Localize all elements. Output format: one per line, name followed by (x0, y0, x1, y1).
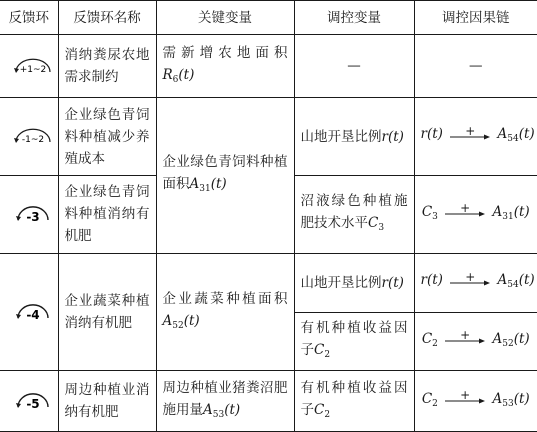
key-variable: 需新增农地面积$R_6(t)$ (156, 35, 294, 98)
causal-arrow: + (445, 390, 485, 408)
loop-label: -3 (26, 209, 40, 224)
loop-name: 周边种植业消纳有机肥 (58, 371, 156, 432)
table-row (0, 98, 537, 176)
causal-chain: — (414, 35, 537, 98)
header-causal-chain: 调控因果链 (414, 1, 537, 35)
control-variable: — (294, 35, 414, 98)
loop-label: -4 (26, 307, 40, 322)
loop-label: -1~2 (21, 135, 45, 146)
loop-name: 消纳粪尿农地需求制约 (58, 35, 156, 98)
control-variable: 有机种植收益因子$C_2$ (294, 312, 414, 371)
loop-label-cell (0, 98, 58, 176)
loop-name: 企业绿色青饲料种植减少养殖成本 (58, 98, 156, 176)
causal-chain: r(t) + $A_{54}(t)$ (414, 253, 537, 312)
loop-label-cell (0, 371, 58, 432)
loop-label: -5 (26, 396, 40, 411)
table-row (0, 35, 537, 98)
key-variable: 企业绿色青饲料种植面积$A_{31}(t)$ (156, 98, 294, 254)
control-variable: 有机种植收益因子$C_2$ (294, 371, 414, 432)
loop-name: 企业蔬菜种植消纳有机肥 (58, 253, 156, 370)
causal-arrow: + (445, 330, 485, 348)
loop-label-cell (0, 35, 58, 98)
loop-label: +1~2 (19, 64, 47, 75)
causal-chain: $C_3$ + $A_{31}(t)$ (414, 176, 537, 254)
causal-chain: r(t) + $A_{54}(t)$ (414, 98, 537, 176)
key-variable: 企业蔬菜种植面积$A_{52}(t)$ (156, 253, 294, 370)
causal-chain: $C_2$ + $A_{53}(t)$ (414, 371, 537, 432)
loop-name: 企业绿色青饲料种植消纳有机肥 (58, 176, 156, 254)
key-variable: 周边种植业猪粪沼肥施用量$A_{53}(t)$ (156, 371, 294, 432)
header-loop-name: 反馈环名称 (58, 1, 156, 35)
header-key-variable: 关键变量 (156, 1, 294, 35)
causal-arrow: + (450, 272, 490, 290)
negative-loop-icon (6, 205, 60, 225)
control-variable: 山地开垦比例r(t) (294, 98, 414, 176)
negative-loop-icon (6, 392, 60, 412)
header-loop: 反馈环 (0, 1, 58, 35)
control-variable: 山地开垦比例r(t) (294, 253, 414, 312)
positive-loop-icon (6, 57, 60, 77)
causal-chain: $C_2$ + $A_{52}(t)$ (414, 312, 537, 371)
causal-arrow: + (445, 203, 485, 221)
negative-loop-icon (6, 127, 60, 147)
negative-loop-icon (6, 303, 60, 323)
header-control-variable: 调控变量 (294, 1, 414, 35)
control-variable: 沼液绿色种植施肥技术水平$C_3$ (294, 176, 414, 254)
table-row (0, 371, 537, 432)
loop-label-cell (0, 253, 58, 370)
loop-label-cell (0, 176, 58, 254)
table-row (0, 253, 537, 312)
header-row (0, 1, 537, 35)
causal-arrow: + (450, 126, 490, 144)
